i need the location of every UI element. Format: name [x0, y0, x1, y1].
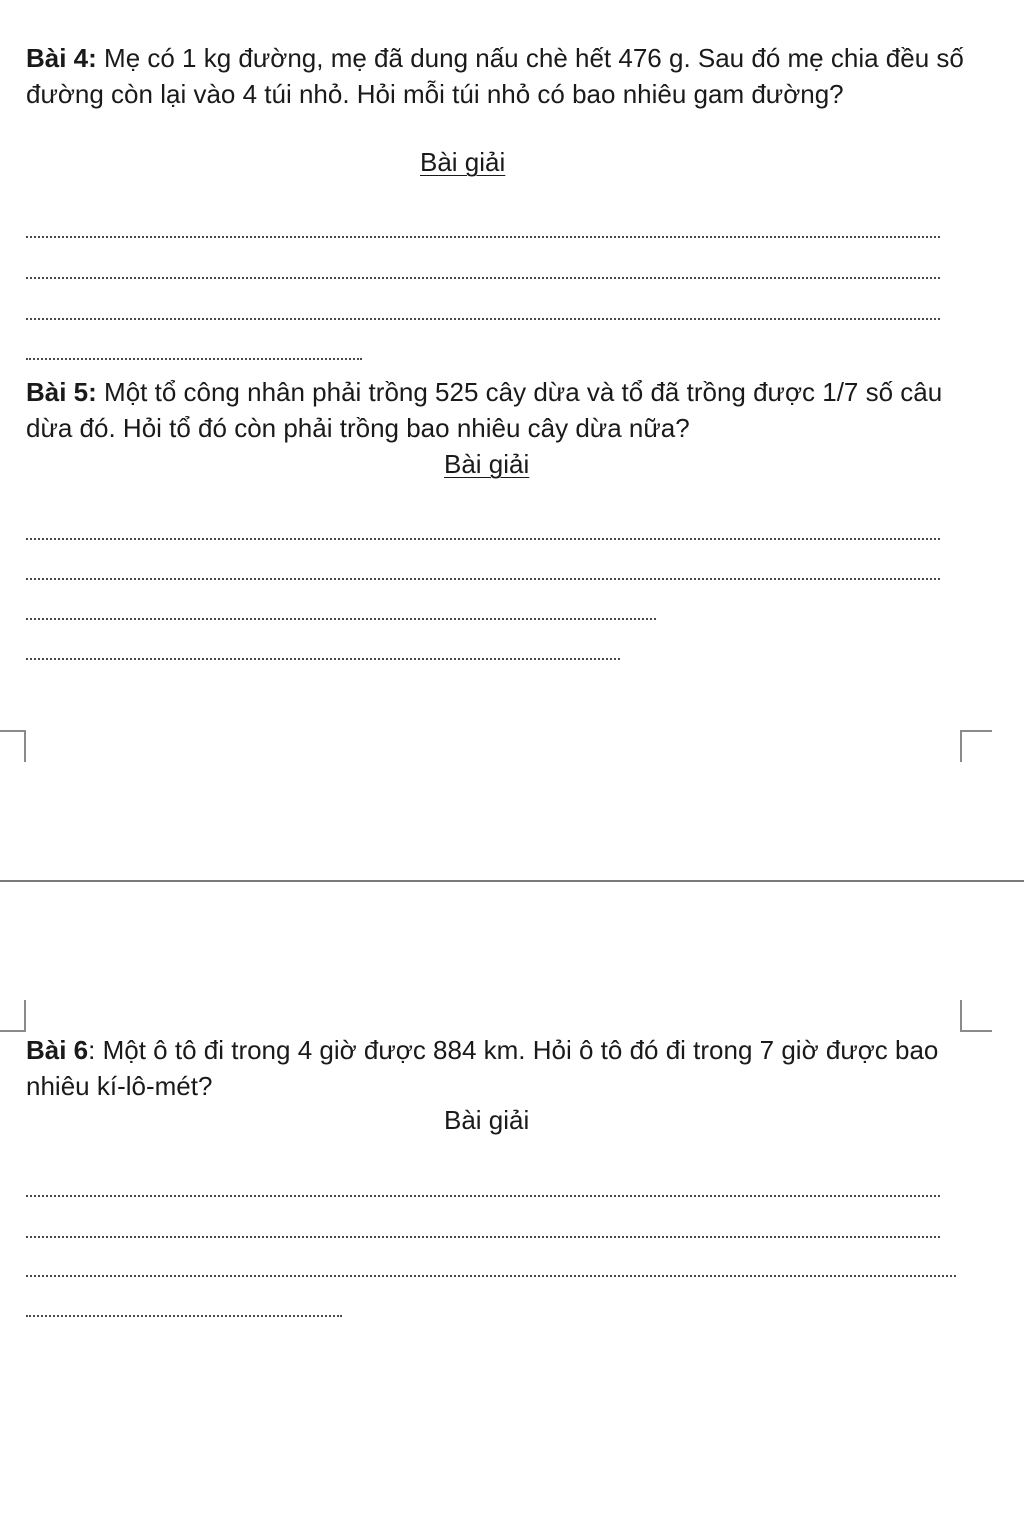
problem-6-text: : Một ô tô đi trong 4 giờ được 884 km. Hỏi ô tô đó đi trong 7 giờ được bao nhiêu kí-lô-mét? [26, 1035, 939, 1101]
answer-line [26, 578, 940, 580]
page-corner-mark [960, 730, 992, 762]
problem-4-solution-heading: Bài giải [420, 147, 506, 177]
problem-5 [26, 374, 956, 446]
answer-line [26, 1315, 342, 1317]
answer-line [26, 1236, 940, 1238]
problem-6-label: Bài 6 [26, 1035, 89, 1065]
answer-line [26, 277, 940, 279]
problem-5-text: Một tổ công nhân phải trồng 525 cây dừa và tổ đã trồng được 1/7 số câu dừa đó. Hỏi tổ đó còn phải trồng bao nhiêu cây dừa nữa? [26, 377, 943, 443]
page-corner-mark [960, 1000, 992, 1032]
answer-line [26, 658, 620, 660]
problem-5-solution-heading: Bài giải [444, 449, 530, 479]
page-corner-mark [0, 730, 26, 762]
problem-6-solution-heading: Bài giải [444, 1105, 530, 1135]
page-break-divider [0, 880, 1024, 882]
problem-5-label: Bài 5: [26, 377, 97, 407]
problem-4-label: Bài 4: [26, 43, 97, 73]
answer-line [26, 1195, 940, 1197]
problem-4 [26, 40, 976, 112]
answer-line [26, 358, 362, 360]
answer-line [26, 538, 940, 540]
answer-line [26, 618, 656, 620]
problem-4-text: Mẹ có 1 kg đường, mẹ đã dung nấu chè hết 476 g. Sau đó mẹ chia đều số đường còn lại vào 4 túi nhỏ. Hỏi mỗi túi nhỏ có bao nhiêu gam đường? [26, 43, 964, 109]
answer-line [26, 236, 940, 238]
answer-line [26, 1275, 956, 1277]
problem-6 [26, 1032, 956, 1104]
answer-line [26, 318, 940, 320]
page-corner-mark [0, 1000, 26, 1032]
